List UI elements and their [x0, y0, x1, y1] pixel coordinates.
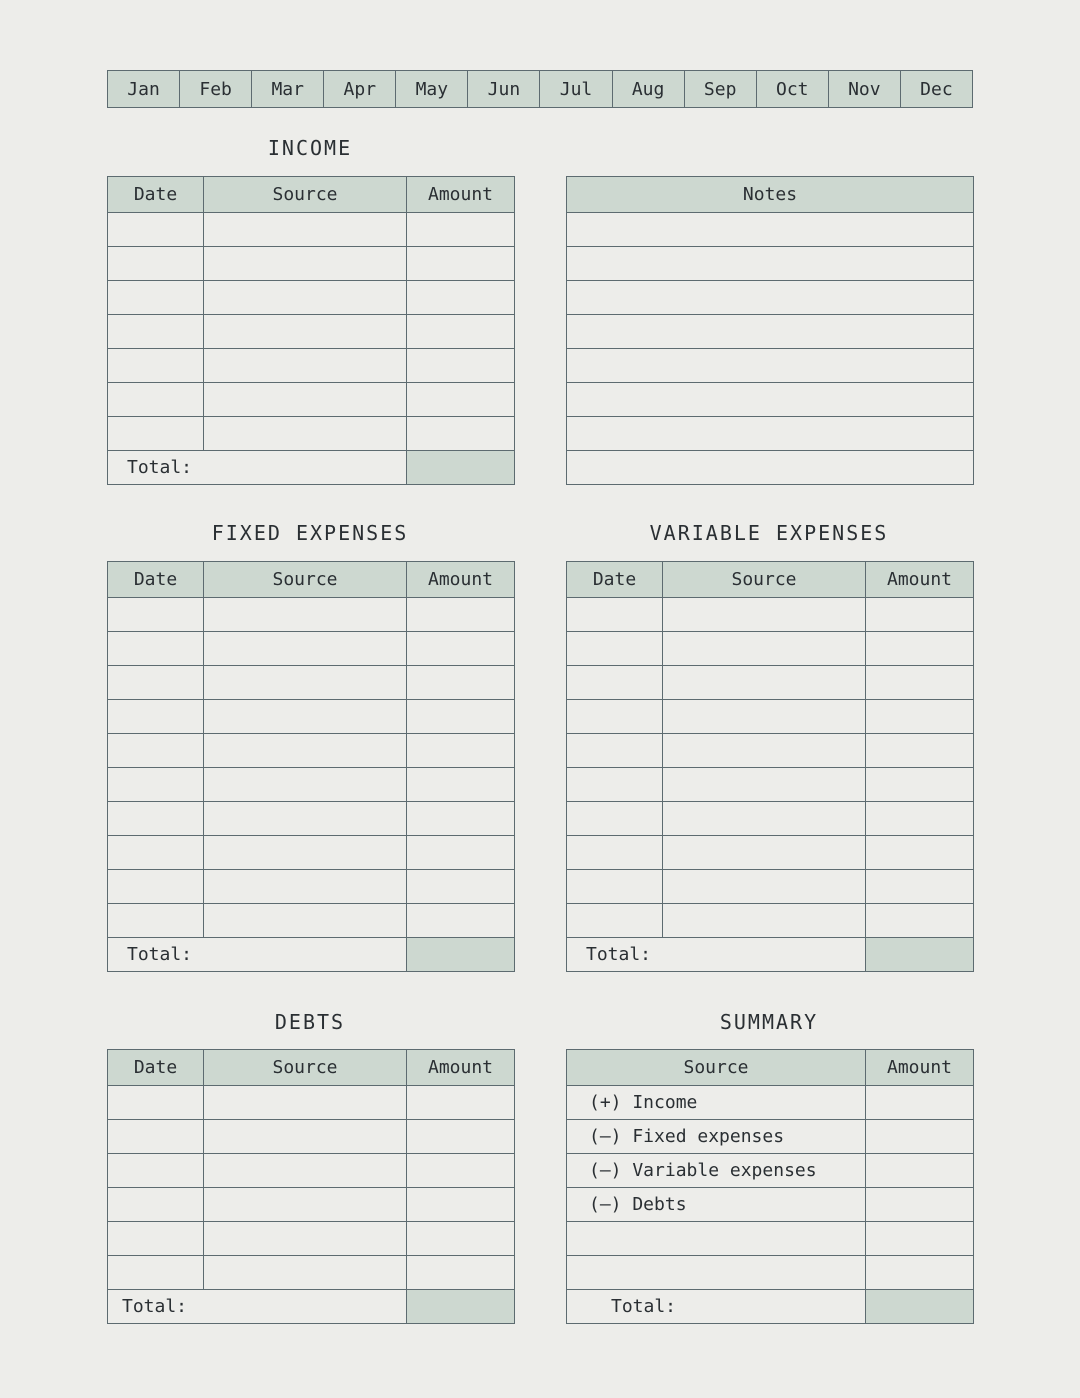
income-total-label: Total:	[108, 451, 407, 485]
summary-total-cell[interactable]	[866, 1290, 974, 1324]
income-table-row	[108, 417, 515, 451]
income-date-cell[interactable]	[108, 213, 204, 247]
fixed-table-row	[108, 632, 515, 666]
fixed-date-cell[interactable]	[108, 666, 204, 700]
variable-source-cell[interactable]	[663, 666, 866, 700]
variable-date-cell[interactable]	[567, 836, 663, 870]
fixed-date-cell[interactable]	[108, 904, 204, 938]
month-tab-nov[interactable]: Nov	[829, 71, 901, 107]
month-tab-aug[interactable]: Aug	[613, 71, 685, 107]
fixed-amount-cell[interactable]	[407, 666, 515, 700]
income-date-header: Date	[108, 177, 204, 213]
notes-table-row	[567, 451, 974, 485]
summary-total-row	[567, 1290, 974, 1324]
variable-table-row	[567, 904, 974, 938]
notes-table-row	[567, 281, 974, 315]
month-tab-apr[interactable]: Apr	[324, 71, 396, 107]
notes-table	[566, 176, 974, 485]
month-tab-jul[interactable]: Jul	[540, 71, 612, 107]
fixed-amount-cell[interactable]	[407, 632, 515, 666]
fixed-source-cell[interactable]	[204, 598, 407, 632]
income-table	[107, 176, 515, 485]
summary-row	[567, 1154, 974, 1188]
summary-source-header: Source	[567, 1050, 866, 1086]
debts-table-row	[108, 1188, 515, 1222]
debts-date-cell[interactable]	[108, 1154, 204, 1188]
variable-table-row	[567, 666, 974, 700]
month-tab-oct[interactable]: Oct	[757, 71, 829, 107]
summary-table	[566, 1049, 974, 1324]
income-source-cell[interactable]	[204, 383, 407, 417]
variable-amount-cell[interactable]	[866, 632, 974, 666]
variable-source-cell[interactable]	[663, 598, 866, 632]
fixed-source-cell[interactable]	[204, 836, 407, 870]
fixed-table-row	[108, 700, 515, 734]
variable-amount-cell[interactable]	[866, 666, 974, 700]
notes-table-row	[567, 383, 974, 417]
fixed-date-cell[interactable]	[108, 598, 204, 632]
debts-amount-cell[interactable]	[407, 1086, 515, 1120]
variable-table-row	[567, 768, 974, 802]
income-table-row	[108, 247, 515, 281]
fixed-amount-cell[interactable]	[407, 598, 515, 632]
summary-income-label: (+) Income	[567, 1086, 866, 1120]
debts-source-cell[interactable]	[204, 1154, 407, 1188]
month-tabs	[107, 70, 973, 108]
income-source-cell[interactable]	[204, 281, 407, 315]
fixed-table-row	[108, 836, 515, 870]
fixed-table-row	[108, 734, 515, 768]
debts-table-row	[108, 1222, 515, 1256]
income-date-cell[interactable]	[108, 247, 204, 281]
fixed-amount-header: Amount	[407, 562, 515, 598]
summary-row	[567, 1256, 974, 1290]
variable-amount-cell[interactable]	[866, 904, 974, 938]
variable-source-cell[interactable]	[663, 904, 866, 938]
notes-note-cell[interactable]	[567, 349, 974, 383]
month-tab-feb[interactable]: Feb	[180, 71, 252, 107]
income-date-cell[interactable]	[108, 281, 204, 315]
fixed-amount-cell[interactable]	[407, 836, 515, 870]
notes-header: Notes	[567, 177, 974, 213]
fixed-table-row	[108, 870, 515, 904]
fixed-table-row	[108, 768, 515, 802]
fixed-date-cell[interactable]	[108, 734, 204, 768]
notes-table-row	[567, 213, 974, 247]
fixed-source-cell[interactable]	[204, 700, 407, 734]
income-date-cell[interactable]	[108, 315, 204, 349]
summary-row	[567, 1120, 974, 1154]
debts-title: DEBTS	[274, 1010, 346, 1034]
month-tab-sep[interactable]: Sep	[685, 71, 757, 107]
income-title: INCOME	[267, 136, 353, 160]
debts-date-header: Date	[108, 1050, 204, 1086]
debts-table	[107, 1049, 515, 1324]
fixed-source-cell[interactable]	[204, 734, 407, 768]
notes-table-row	[567, 247, 974, 281]
fixed-source-cell[interactable]	[204, 666, 407, 700]
variable-amount-header: Amount	[866, 562, 974, 598]
fixed-source-cell[interactable]	[204, 632, 407, 666]
fixed-amount-cell[interactable]	[407, 768, 515, 802]
month-tab-jun[interactable]: Jun	[468, 71, 540, 107]
variable-date-cell[interactable]	[567, 734, 663, 768]
fixed-table-row	[108, 666, 515, 700]
fixed-amount-cell[interactable]	[407, 904, 515, 938]
summary-variable-label: (–) Variable expenses	[567, 1154, 866, 1188]
variable-amount-cell[interactable]	[866, 870, 974, 904]
fixed-amount-cell[interactable]	[407, 734, 515, 768]
summary-debts-amount[interactable]	[866, 1188, 974, 1222]
summary-extra-source-cell[interactable]	[567, 1222, 866, 1256]
debts-source-cell[interactable]	[204, 1256, 407, 1290]
summary-row	[567, 1222, 974, 1256]
income-table-row	[108, 315, 515, 349]
variable-date-cell[interactable]	[567, 904, 663, 938]
notes-note-cell[interactable]	[567, 417, 974, 451]
fixed-table-row	[108, 904, 515, 938]
debts-amount-cell[interactable]	[407, 1222, 515, 1256]
debts-total-row	[108, 1290, 515, 1324]
variable-date-cell[interactable]	[567, 700, 663, 734]
debts-table-row	[108, 1120, 515, 1154]
variable-total-cell[interactable]	[866, 938, 974, 972]
summary-extra-amount-cell[interactable]	[866, 1222, 974, 1256]
income-amount-cell[interactable]	[407, 349, 515, 383]
fixed-source-cell[interactable]	[204, 768, 407, 802]
variable-amount-cell[interactable]	[866, 598, 974, 632]
summary-income-amount[interactable]	[866, 1086, 974, 1120]
debts-total-label: Total:	[108, 1290, 407, 1324]
fixed-date-cell[interactable]	[108, 836, 204, 870]
notes-note-cell[interactable]	[567, 281, 974, 315]
fixed-source-cell[interactable]	[204, 870, 407, 904]
variable-amount-cell[interactable]	[866, 700, 974, 734]
income-table-row	[108, 213, 515, 247]
variable-total-row	[567, 938, 974, 972]
variable-amount-cell[interactable]	[866, 836, 974, 870]
summary-total-label: Total:	[567, 1290, 866, 1324]
income-source-cell[interactable]	[204, 417, 407, 451]
variable-table-row	[567, 870, 974, 904]
summary-fixed-amount[interactable]	[866, 1120, 974, 1154]
summary-variable-amount[interactable]	[866, 1154, 974, 1188]
variable-source-cell[interactable]	[663, 802, 866, 836]
debts-amount-header: Amount	[407, 1050, 515, 1086]
fixed-date-cell[interactable]	[108, 768, 204, 802]
summary-row	[567, 1086, 974, 1120]
debts-date-cell[interactable]	[108, 1086, 204, 1120]
fixed-expenses-title: FIXED EXPENSES	[211, 521, 409, 545]
debts-date-cell[interactable]	[108, 1222, 204, 1256]
notes-table-row	[567, 349, 974, 383]
debts-date-cell[interactable]	[108, 1120, 204, 1154]
variable-table-row	[567, 802, 974, 836]
fixed-total-cell[interactable]	[407, 938, 515, 972]
variable-source-cell[interactable]	[663, 632, 866, 666]
debts-total-cell[interactable]	[407, 1290, 515, 1324]
variable-date-cell[interactable]	[567, 768, 663, 802]
income-table-row	[108, 349, 515, 383]
variable-amount-cell[interactable]	[866, 768, 974, 802]
notes-table-row	[567, 417, 974, 451]
fixed-expenses-table	[107, 561, 515, 972]
debts-source-cell[interactable]	[204, 1120, 407, 1154]
debts-source-header: Source	[204, 1050, 407, 1086]
variable-source-header: Source	[663, 562, 866, 598]
notes-table-row	[567, 315, 974, 349]
income-amount-cell[interactable]	[407, 247, 515, 281]
variable-expenses-title: VARIABLE EXPENSES	[649, 521, 889, 545]
variable-table-row	[567, 836, 974, 870]
income-source-header: Source	[204, 177, 407, 213]
fixed-date-header: Date	[108, 562, 204, 598]
debts-amount-cell[interactable]	[407, 1120, 515, 1154]
fixed-date-cell[interactable]	[108, 632, 204, 666]
debts-source-cell[interactable]	[204, 1086, 407, 1120]
summary-title: SUMMARY	[719, 1010, 819, 1034]
variable-table-row	[567, 734, 974, 768]
income-table-row	[108, 281, 515, 315]
income-date-cell[interactable]	[108, 417, 204, 451]
variable-table-row	[567, 598, 974, 632]
debts-table-row	[108, 1086, 515, 1120]
fixed-amount-cell[interactable]	[407, 870, 515, 904]
fixed-date-cell[interactable]	[108, 870, 204, 904]
variable-amount-cell[interactable]	[866, 734, 974, 768]
summary-debts-label: (–) Debts	[567, 1188, 866, 1222]
income-table-row	[108, 383, 515, 417]
income-date-cell[interactable]	[108, 349, 204, 383]
month-tab-dec[interactable]: Dec	[920, 78, 953, 100]
variable-table-row	[567, 700, 974, 734]
summary-extra-source-cell[interactable]	[567, 1256, 866, 1290]
variable-source-cell[interactable]	[663, 768, 866, 802]
month-tab-mar[interactable]: Mar	[252, 71, 324, 107]
income-amount-cell[interactable]	[407, 315, 515, 349]
variable-date-cell[interactable]	[567, 632, 663, 666]
income-amount-cell[interactable]	[407, 383, 515, 417]
income-total-cell[interactable]	[407, 451, 515, 485]
month-tab-jan[interactable]: Jan	[108, 71, 180, 107]
variable-date-cell[interactable]	[567, 666, 663, 700]
debts-table-row	[108, 1256, 515, 1290]
notes-note-cell[interactable]	[567, 213, 974, 247]
fixed-amount-cell[interactable]	[407, 802, 515, 836]
variable-source-cell[interactable]	[663, 836, 866, 870]
summary-amount-header: Amount	[866, 1050, 974, 1086]
variable-source-cell[interactable]	[663, 700, 866, 734]
income-source-cell[interactable]	[204, 315, 407, 349]
fixed-total-label: Total:	[108, 938, 407, 972]
fixed-table-row	[108, 802, 515, 836]
variable-table-row	[567, 632, 974, 666]
notes-note-cell[interactable]	[567, 247, 974, 281]
debts-amount-cell[interactable]	[407, 1256, 515, 1290]
income-amount-cell[interactable]	[407, 417, 515, 451]
income-source-cell[interactable]	[204, 247, 407, 281]
summary-extra-amount-cell[interactable]	[866, 1256, 974, 1290]
income-amount-cell[interactable]	[407, 213, 515, 247]
debts-date-cell[interactable]	[108, 1188, 204, 1222]
variable-date-cell[interactable]	[567, 802, 663, 836]
income-date-cell[interactable]	[108, 383, 204, 417]
debts-amount-cell[interactable]	[407, 1154, 515, 1188]
variable-source-cell[interactable]	[663, 734, 866, 768]
notes-note-cell[interactable]	[567, 315, 974, 349]
variable-date-header: Date	[567, 562, 663, 598]
variable-amount-cell[interactable]	[866, 802, 974, 836]
debts-amount-cell[interactable]	[407, 1188, 515, 1222]
variable-date-cell[interactable]	[567, 598, 663, 632]
debts-table-row	[108, 1154, 515, 1188]
variable-source-cell[interactable]	[663, 870, 866, 904]
variable-expenses-table	[566, 561, 974, 972]
notes-note-cell[interactable]	[567, 383, 974, 417]
debts-date-cell[interactable]	[108, 1256, 204, 1290]
month-tab-may[interactable]: May	[396, 71, 468, 107]
fixed-source-cell[interactable]	[204, 904, 407, 938]
fixed-table-row	[108, 598, 515, 632]
debts-source-cell[interactable]	[204, 1222, 407, 1256]
income-source-cell[interactable]	[204, 349, 407, 383]
income-amount-cell[interactable]	[407, 281, 515, 315]
debts-source-cell[interactable]	[204, 1188, 407, 1222]
variable-total-label: Total:	[567, 938, 866, 972]
summary-fixed-label: (–) Fixed expenses	[567, 1120, 866, 1154]
notes-note-cell[interactable]	[567, 451, 974, 485]
fixed-total-row	[108, 938, 515, 972]
summary-row	[567, 1188, 974, 1222]
fixed-amount-cell[interactable]	[407, 700, 515, 734]
fixed-source-cell[interactable]	[204, 802, 407, 836]
fixed-source-header: Source	[204, 562, 407, 598]
income-source-cell[interactable]	[204, 213, 407, 247]
fixed-date-cell[interactable]	[108, 700, 204, 734]
fixed-date-cell[interactable]	[108, 802, 204, 836]
income-total-row	[108, 451, 515, 485]
variable-date-cell[interactable]	[567, 870, 663, 904]
income-amount-header: Amount	[407, 177, 515, 213]
